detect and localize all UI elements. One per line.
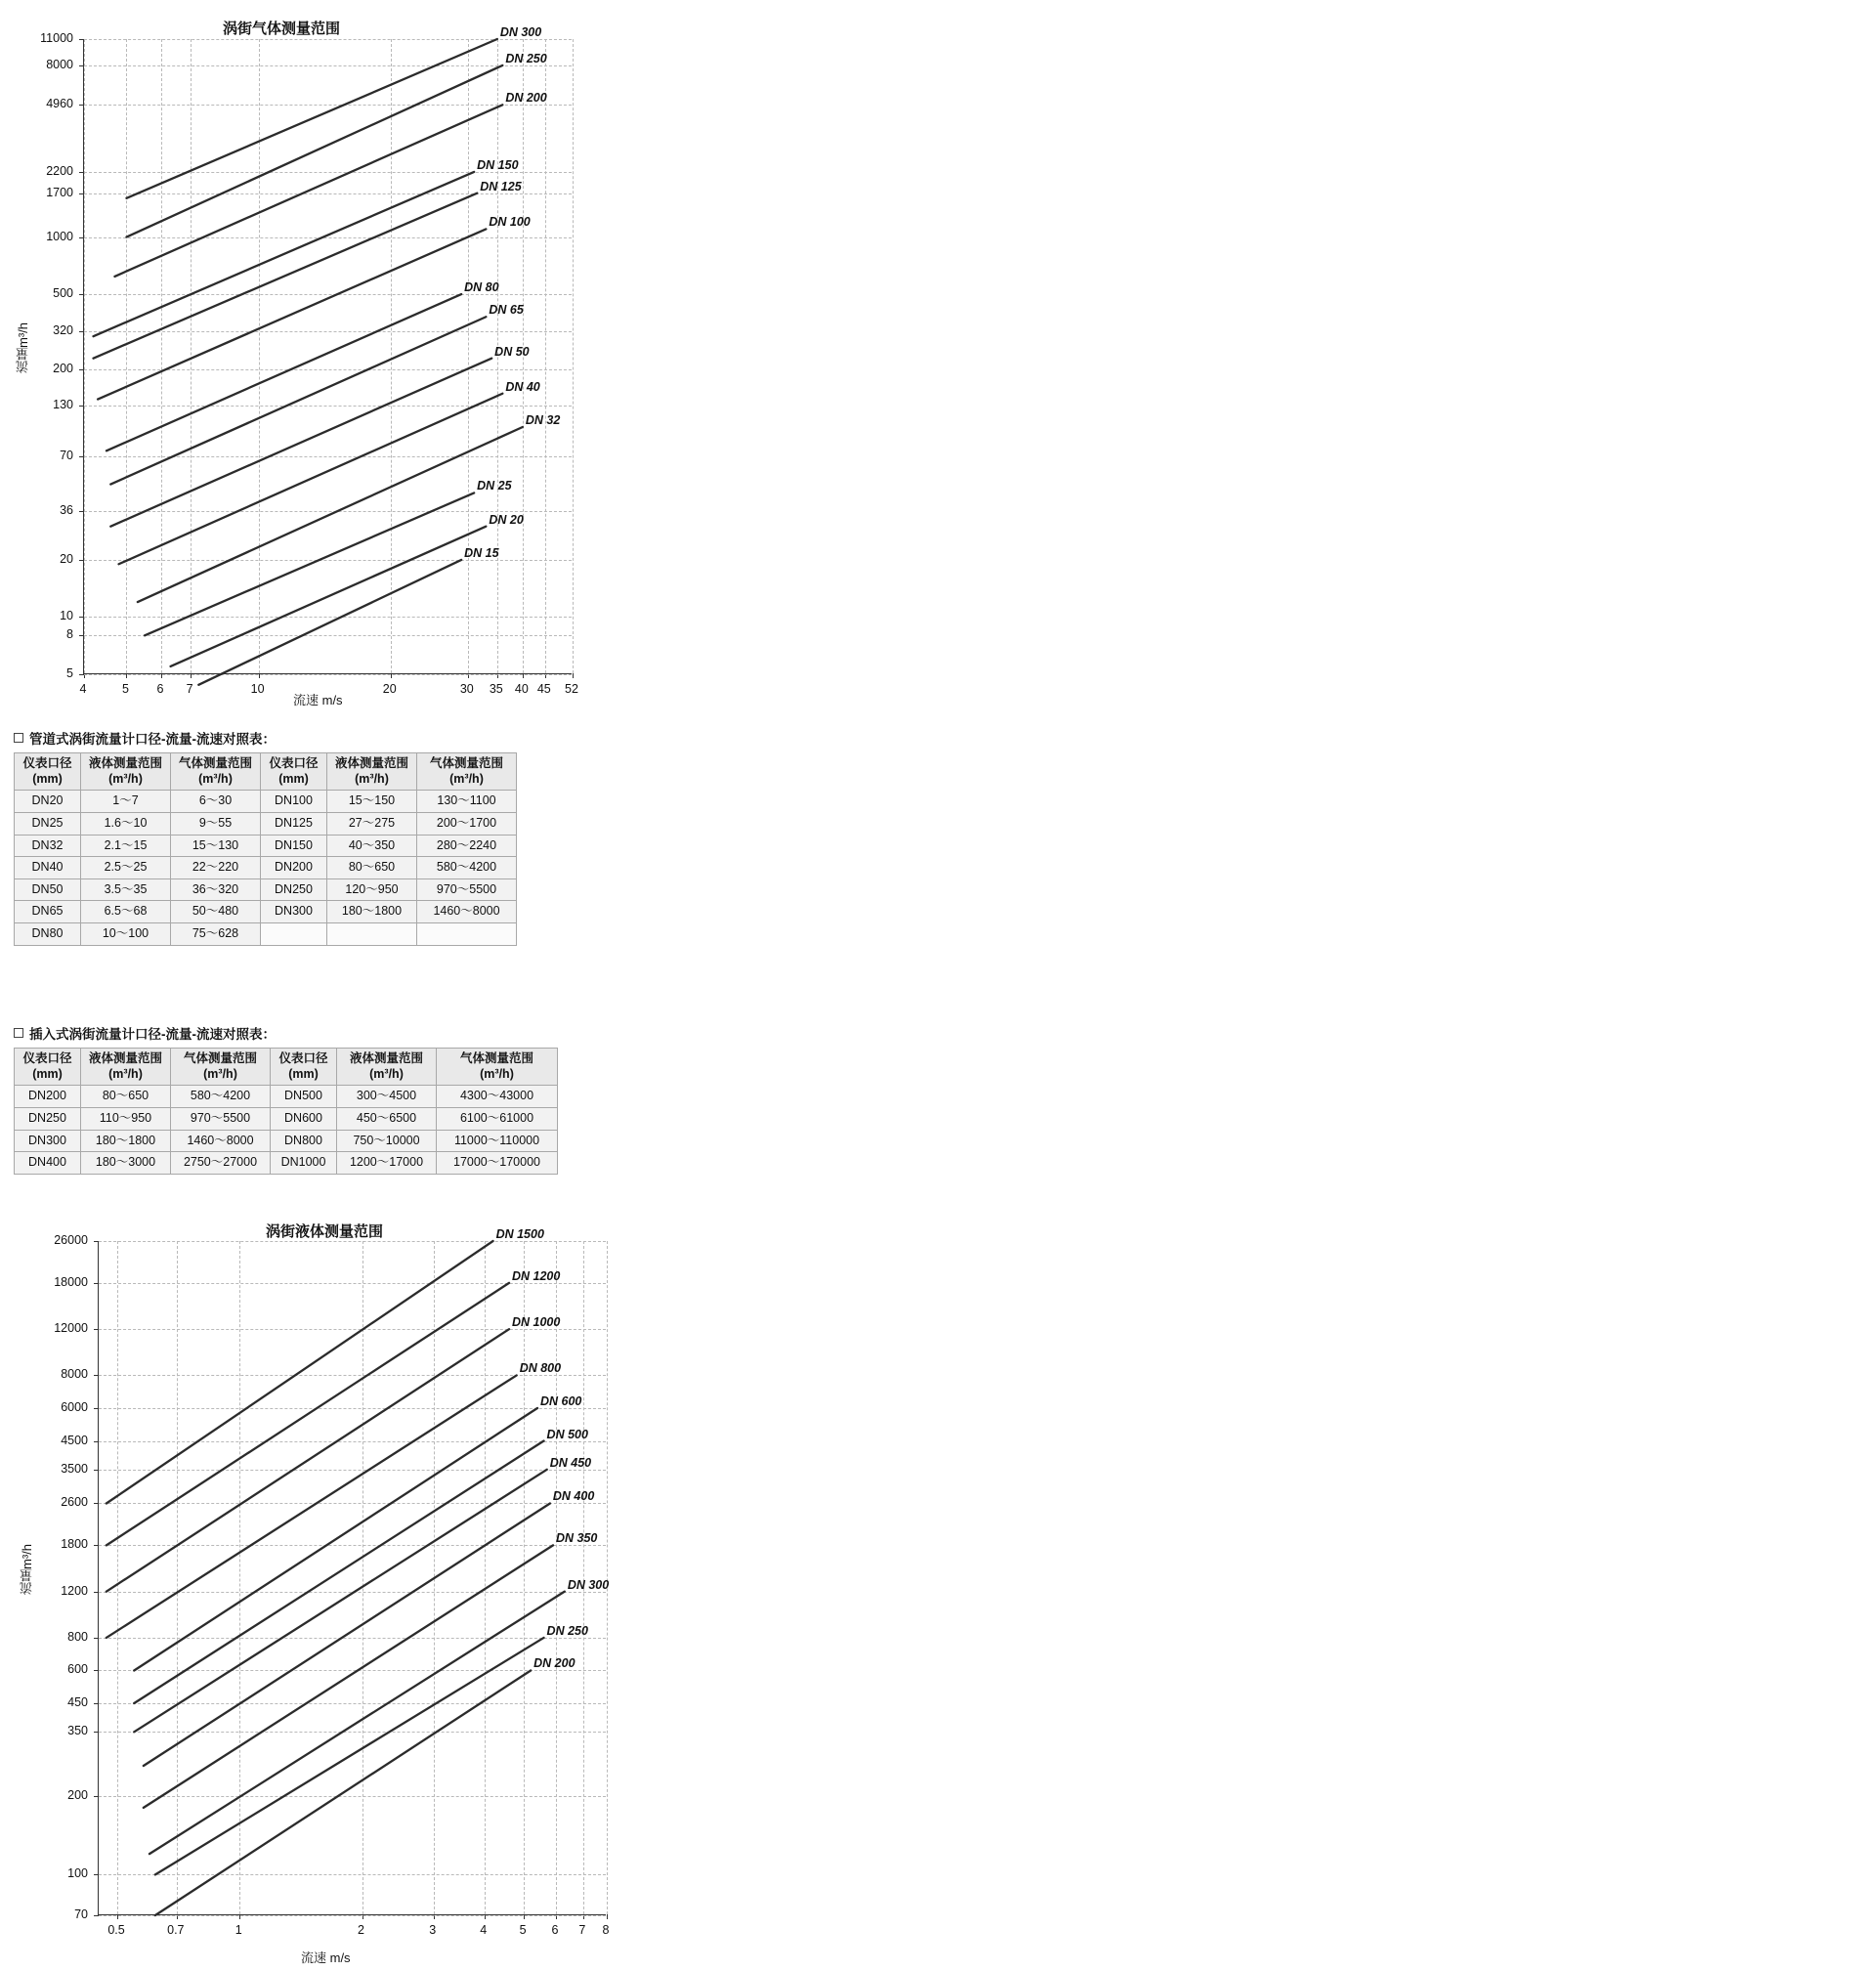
table-cell: 280～2240 [417,835,517,857]
table-cell: 40～350 [327,835,417,857]
table-cell: 9～55 [171,812,261,835]
series-line [145,493,474,635]
grid-line-vertical [573,39,574,673]
series-line [134,1470,546,1732]
table-cell [417,923,517,946]
table-header-cell: 液体测量范围 (m³/h) [81,753,171,791]
x-axis-tick-label: 5 [519,1923,527,1937]
table-row [15,1086,558,1108]
table-cell: DN800 [271,1130,337,1152]
table-cell: DN300 [261,901,327,923]
y-axis-tick-label: 20 [60,551,73,566]
grid-line-horizontal [84,674,572,675]
series-label: DN 65 [489,303,524,318]
table-cell: DN1000 [271,1152,337,1175]
table-cell: DN200 [261,857,327,879]
table-row [15,835,517,857]
y-axis-tick-label: 1000 [46,229,73,243]
table-cell: 970～5500 [171,1107,271,1130]
series-label: DN 450 [549,1455,592,1470]
table-cell: DN200 [15,1086,81,1108]
x-axis-tick-label: 20 [382,682,397,696]
y-axis-tick-label: 70 [74,1907,88,1921]
table-cell: DN400 [15,1152,81,1175]
table-cell: 580～4200 [417,857,517,879]
x-axis-tick-label: 2 [358,1923,364,1937]
table-cell: 6.5～68 [81,901,171,923]
series-label: DN 25 [477,479,512,493]
series-line [134,1441,543,1703]
series-line [155,1670,531,1915]
table-row [15,923,517,946]
series-line [107,1283,509,1545]
y-axis-tick-label: 1200 [61,1583,88,1598]
table-cell: 180～1800 [81,1130,171,1152]
y-axis-tick-label: 600 [67,1662,88,1677]
x-axis-tick-label: 40 [514,682,529,696]
table-cell: 2750～27000 [171,1152,271,1175]
table-cell: 6100～61000 [437,1107,558,1130]
table-cell: DN20 [15,791,81,813]
series-line [144,1503,550,1765]
table-cell [327,923,417,946]
series-line [107,1241,493,1503]
liquid-x-axis-label: 流速 m/s [301,1950,351,1965]
insertion-table-caption-text: 插入式涡街流量计口径-流量-流速对照表： [29,1027,276,1042]
series-line [144,1545,553,1807]
table-cell: 180～3000 [81,1152,171,1175]
table-cell: 1460～8000 [417,901,517,923]
table-cell: 1460～8000 [171,1130,271,1152]
series-line [198,560,461,685]
series-label: DN 50 [494,344,530,359]
series-label: DN 125 [480,179,522,193]
table-cell: DN25 [15,812,81,835]
series-label: DN 600 [539,1393,582,1408]
table-cell: 36～320 [171,878,261,901]
table-row [15,791,517,813]
x-axis-tick-label: 7 [578,1923,586,1937]
x-tick-mark [573,673,574,678]
series-line [134,1408,537,1670]
x-axis-tick-label: 52 [565,682,578,696]
table-header-cell: 仪表口径 (mm) [261,753,327,791]
bullet-square-icon [14,1028,23,1038]
table-cell: 15～150 [327,791,417,813]
y-axis-tick-label: 5 [66,666,73,680]
gas-x-axis-label: 流速 m/s [293,693,343,707]
series-label: DN 500 [546,1427,588,1441]
series-line [126,39,496,198]
y-axis-tick-label: 8 [66,627,73,642]
table-cell: 27～275 [327,812,417,835]
table-header-cell: 仪表口径 (mm) [271,1049,337,1086]
series-label: DN 1000 [512,1315,561,1330]
table-cell: DN250 [15,1107,81,1130]
x-axis-tick-label: 30 [459,682,474,696]
x-axis-tick-label: 7 [186,682,193,696]
table-cell: 2.5～25 [81,857,171,879]
table-row [15,857,517,879]
table-cell: DN600 [271,1107,337,1130]
table-header-cell: 仪表口径 (mm) [15,753,81,791]
series-line [126,65,502,237]
table-cell: 80～650 [327,857,417,879]
x-axis-tick-label: 4 [480,1923,488,1937]
series-label: DN 300 [567,1577,610,1592]
table-cell: 970～5500 [417,878,517,901]
bullet-square-icon [14,733,23,743]
series-line [114,105,502,277]
y-tick-mark [94,1915,99,1916]
x-axis-tick-label: 6 [156,682,164,696]
table-header-cell: 气体测量范围 (m³/h) [437,1049,558,1086]
table-cell: DN250 [261,878,327,901]
table-row [15,1152,558,1175]
x-axis-tick-label: 1 [234,1923,242,1937]
table-row [15,1130,558,1152]
x-axis-tick-label: 4 [79,682,87,696]
series-label: DN 250 [505,51,547,65]
y-axis-tick-label: 200 [67,1787,88,1802]
series-line [110,359,491,527]
table-cell: 75～628 [171,923,261,946]
table-cell: 1200～17000 [337,1152,437,1175]
gas-range-chart [0,0,684,723]
table-cell: DN32 [15,835,81,857]
y-axis-tick-label: 350 [67,1724,88,1738]
y-axis-tick-label: 1700 [46,185,73,199]
series-line [98,229,486,399]
y-axis-tick-label: 70 [60,449,73,463]
table-cell: 4300～43000 [437,1086,558,1108]
table-cell: 110～950 [81,1107,171,1130]
table-cell: 450～6500 [337,1107,437,1130]
table-header-cell: 气体测量范围 (m³/h) [171,1049,271,1086]
y-axis-tick-label: 100 [67,1866,88,1881]
series-line [94,193,478,359]
series-label: DN 80 [464,280,499,295]
series-label: DN 300 [499,25,542,39]
table-cell: DN65 [15,901,81,923]
series-label: DN 200 [505,91,547,106]
table-header-row [15,753,517,791]
x-axis-tick-label: 0.7 [167,1923,185,1937]
y-axis-tick-label: 450 [67,1695,88,1710]
table-cell: 1.6～10 [81,812,171,835]
gas-y-axis-label: 流量m³/h [16,322,30,373]
table-cell: 2.1～15 [81,835,171,857]
series-label: DN 40 [505,379,540,394]
table-cell: 200～1700 [417,812,517,835]
x-axis-tick-label: 0.5 [107,1923,125,1937]
series-label: DN 400 [552,1489,595,1504]
series-label: DN 1200 [512,1268,561,1283]
y-axis-tick-label: 6000 [61,1399,88,1414]
table-cell: DN100 [261,791,327,813]
y-axis-tick-label: 500 [53,286,73,301]
table-cell: DN300 [15,1130,81,1152]
y-axis-tick-label: 36 [60,503,73,518]
table-header-cell: 气体测量范围 (m³/h) [417,753,517,791]
table-header-cell: 气体测量范围 (m³/h) [171,753,261,791]
series-line [110,317,486,484]
x-axis-tick-label: 8 [602,1923,610,1937]
table-cell: DN50 [15,878,81,901]
table-cell: 180～1800 [327,901,417,923]
table-cell: DN500 [271,1086,337,1108]
y-axis-tick-label: 3500 [61,1461,88,1476]
liquid-chart-title: 涡街液体测量范围 [266,1223,384,1240]
liquid-y-axis-label: 流量m³/h [20,1544,34,1595]
table-cell: DN150 [261,835,327,857]
table-cell: 10～100 [81,923,171,946]
table-cell: 22～220 [171,857,261,879]
grid-line-horizontal [99,1915,606,1916]
table-cell: 1～7 [81,791,171,813]
series-line [94,172,475,336]
table-header-row [15,1049,558,1086]
series-line [138,427,523,602]
y-axis-tick-label: 4500 [61,1433,88,1447]
table-cell: 750～10000 [337,1130,437,1152]
insertion-table-caption [14,1023,558,1043]
insertion-spec-table [14,1048,558,1175]
y-axis-tick-label: 8000 [46,57,73,71]
pipeline-table-caption-text: 管道式涡街流量计口径-流量-流速对照表： [29,732,276,747]
x-axis-tick-label: 35 [489,682,503,696]
pipeline-table-caption [14,728,517,748]
table-cell: DN125 [261,812,327,835]
series-line [107,1329,509,1591]
y-axis-tick-label: 8000 [61,1367,88,1382]
table-cell: 120～950 [327,878,417,901]
series-label: DN 15 [464,545,499,560]
table-cell: 300～4500 [337,1086,437,1108]
insertion-table-wrap [14,1023,558,1175]
series-lines [99,1241,610,1915]
liquid-range-chart [0,1217,684,1971]
y-axis-tick-label: 26000 [54,1233,88,1247]
table-cell: DN40 [15,857,81,879]
gas-chart-title: 涡街气体测量范围 [223,21,341,37]
series-line [155,1638,544,1874]
x-axis-tick-label: 5 [122,682,129,696]
y-axis-tick-label: 18000 [54,1274,88,1289]
y-axis-tick-label: 800 [67,1629,88,1644]
series-label: DN 150 [477,157,519,172]
table-header-cell: 液体测量范围 (m³/h) [81,1049,171,1086]
y-tick-mark [79,674,84,675]
table-cell [261,923,327,946]
y-axis-tick-label: 2200 [46,163,73,178]
x-axis-tick-label: 45 [536,682,551,696]
table-header-cell: 液体测量范围 (m³/h) [327,753,417,791]
y-axis-tick-label: 10 [60,609,73,623]
table-row [15,812,517,835]
y-axis-tick-label: 4960 [46,97,73,111]
y-axis-tick-label: 1800 [61,1537,88,1552]
table-cell: 50～480 [171,901,261,923]
table-row [15,1107,558,1130]
table-cell: 580～4200 [171,1086,271,1108]
table-cell: 6～30 [171,791,261,813]
series-label: DN 32 [525,412,561,427]
table-cell: DN80 [15,923,81,946]
y-axis-tick-label: 200 [53,362,73,376]
pipeline-spec-table [14,752,517,946]
x-tick-mark [607,1914,608,1919]
liquid-plot-area [98,1241,606,1915]
table-cell: 80～650 [81,1086,171,1108]
x-axis-tick-label: 3 [429,1923,437,1937]
series-label: DN 100 [489,215,531,230]
y-axis-tick-label: 12000 [54,1321,88,1336]
series-line [171,527,487,666]
series-label: DN 1500 [495,1227,544,1241]
table-header-cell: 仪表口径 (mm) [15,1049,81,1086]
series-label: DN 200 [533,1656,576,1671]
y-axis-tick-label: 11000 [40,31,73,45]
x-axis-tick-label: 6 [551,1923,559,1937]
series-label: DN 350 [555,1531,598,1546]
series-label: DN 250 [546,1623,588,1638]
y-axis-tick-label: 2600 [61,1495,88,1510]
table-header-cell: 液体测量范围 (m³/h) [337,1049,437,1086]
table-cell: 15～130 [171,835,261,857]
table-cell: 130～1100 [417,791,517,813]
pipeline-table-wrap [14,728,517,946]
table-row [15,901,517,923]
y-axis-tick-label: 320 [53,322,73,337]
series-label: DN 800 [519,1361,562,1376]
table-row [15,878,517,901]
table-cell: 3.5～35 [81,878,171,901]
x-axis-tick-label: 10 [250,682,265,696]
table-cell: 11000～110000 [437,1130,558,1152]
table-cell: 17000～170000 [437,1152,558,1175]
y-axis-tick-label: 130 [53,397,73,411]
series-label: DN 20 [489,512,524,527]
